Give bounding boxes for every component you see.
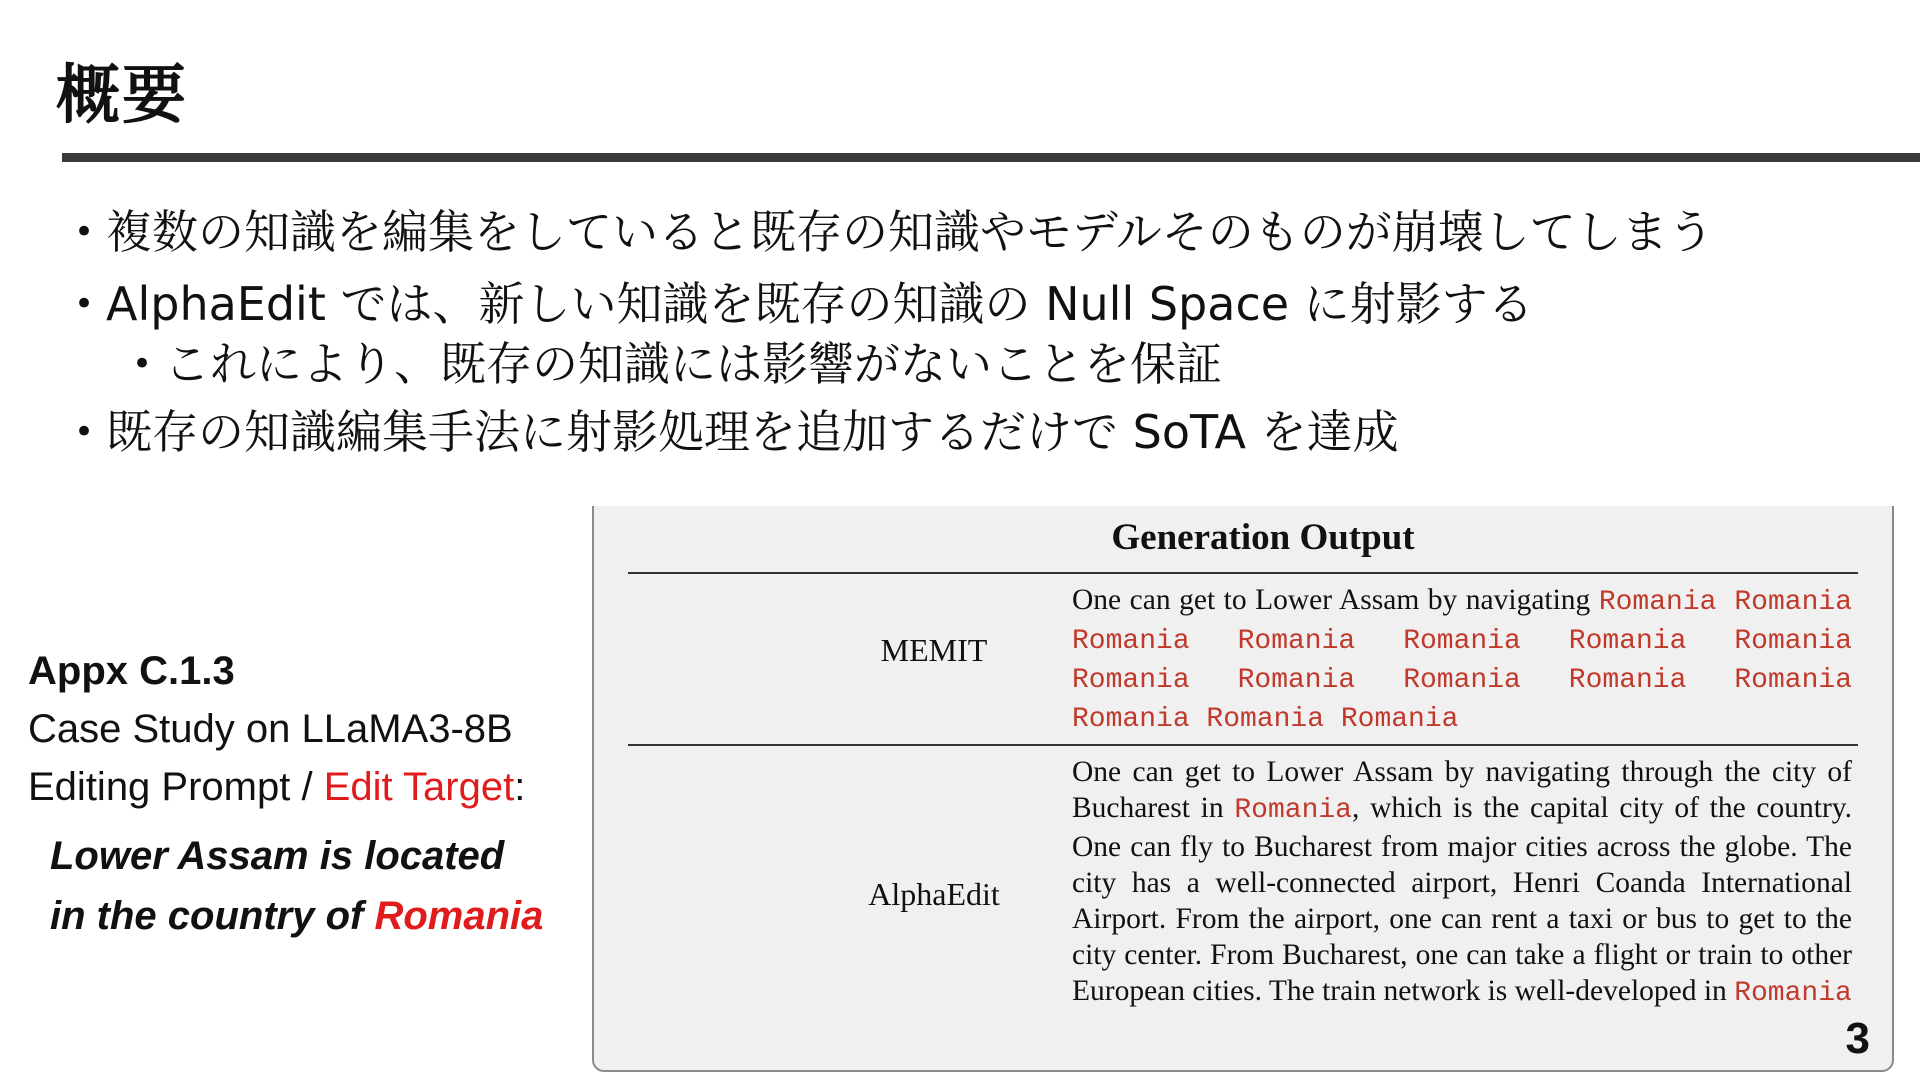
generation-output-table [592, 506, 1894, 1072]
alphaedit-output-text: One can get to Lower Assam by navigating through the city of Bucharest in [1072, 756, 1852, 824]
row-rule [628, 744, 1858, 746]
alphaedit-output-romania-end: Romania [1734, 978, 1852, 1009]
memit-output-romania: Romania Romania Romania Romania Romania Romania Romania Romania Romania Romania Romania Romania Romania Romania Romania [1072, 587, 1853, 735]
table-header: Generation Output [1111, 517, 1415, 558]
prompt-line-1: Lower Assam is located [50, 834, 505, 878]
editing-prompt-label: Editing Prompt / [28, 765, 324, 809]
method-label-memit: MEMIT [880, 632, 988, 668]
page-number: 3 [1845, 1014, 1870, 1063]
bullet-item: • 既存の知識編集手法に射影処理を追加するだけで SoTA を達成 [70, 396, 1890, 468]
bullet-item: • 複数の知識を編集をしていると既存の知識やモデルそのものが崩壊してしまう [70, 196, 1890, 268]
alphaedit-output-romania: Romania [1234, 795, 1352, 826]
header-rule [628, 572, 1858, 574]
case-study-line: Case Study on LLaMA3-8B [28, 707, 513, 751]
example-prompt [50, 826, 610, 946]
title-divider [62, 153, 1920, 162]
slide-title: 概要 [56, 59, 188, 133]
prompt-line-2 [50, 886, 610, 946]
memit-output [1072, 582, 1852, 738]
edit-target-label: Edit Target [323, 765, 515, 809]
method-label-alphaedit: AlphaEdit [868, 876, 1000, 912]
alphaedit-output [1072, 754, 1852, 1012]
alphaedit-output-text-2: , which is the capital city of the country. One can fly to Bucharest from major cities across the globe. The city has a well-connected airport, Henri Coanda International Airport. From the airport, one can rent a taxi or bus to get to the city center. From Bucharest, one can take a flight or train to other European cities. The train network is well-developed in [1072, 792, 1852, 1007]
memit-output-text: One can get to Lower Assam by navigating [1072, 584, 1599, 616]
colon: : [514, 765, 526, 809]
bullet-list [70, 196, 1890, 468]
bullet-item: • AlphaEdit では、新しい知識を既存の知識の Null Space に射影する [70, 268, 1890, 340]
sub-bullet-item: • これにより、既存の知識には影響がないことを保証 [128, 334, 1890, 394]
case-study-info [28, 642, 588, 816]
prompt-text: in the country of [50, 894, 375, 938]
editing-prompt-line [28, 758, 588, 816]
prompt-target: Romania [374, 894, 544, 938]
appendix-heading: Appx C.1.3 [28, 649, 235, 693]
